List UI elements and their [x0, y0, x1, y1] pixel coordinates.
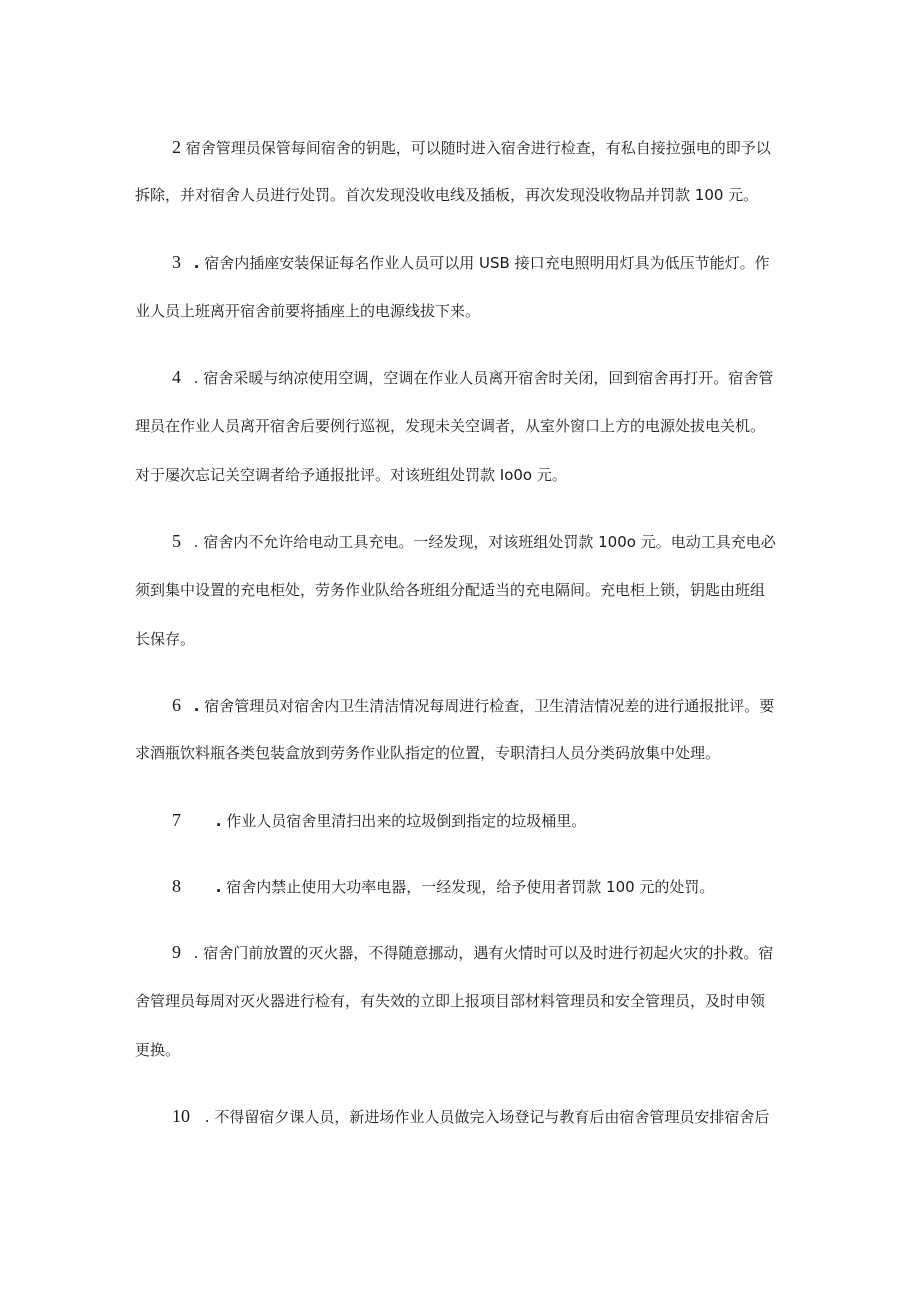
rule-text: 宿舍门前放置的灭火器，不得随意挪动，遇有火情时可以及时进行初起火灾的扑救。宿 — [203, 944, 774, 962]
rule-separator: . — [215, 878, 222, 896]
rule-number: 8 — [172, 876, 181, 896]
rule-number: 5 — [172, 531, 181, 551]
rule-text: 宿舍管理员对宿舍内卫生清洁情况每周进行检查，卫生清洁情况差的进行通报批评。要 — [204, 697, 775, 715]
rule-text: 宿舍内插座安装保证每名作业人员可以用 USB 接口充电照明用灯具为低压节能灯。作 — [204, 254, 770, 272]
rule-text: 宿舍内不允许给电动工具充电。一经发现，对该班组处罚款 100o 元。电动工具充电必 — [203, 533, 776, 551]
rule-number: 4 — [172, 367, 181, 387]
rule-text: 作业人员宿舍里清扫出来的垃圾倒到指定的垃圾桶里。 — [226, 812, 587, 830]
rule-text: 长保存。 — [135, 630, 196, 648]
rule-text: 求酒瓶饮料瓶各类包装盒放到劳务作业队指定的位置，专职清扫人员分类码放集中处理。 — [135, 744, 721, 762]
rule-line — [135, 468, 567, 483]
rule-line — [172, 1107, 769, 1125]
rule-number: 6 — [172, 695, 181, 715]
rule-text: 拆除，并对宿舍人员进行处罚。首次发现没收电线及插板，再次发现没收物品并罚款 100 元。 — [135, 186, 759, 204]
rule-text: 舍管理员每周对灭火器进行检有，有失效的立即上报项目部材料管理员和安全管理员，及时申领 — [135, 992, 766, 1010]
rule-separator: . — [215, 812, 222, 830]
rule-line — [172, 696, 774, 714]
rule-separator: . — [193, 533, 199, 551]
rule-line — [172, 253, 770, 271]
rule-line — [135, 304, 480, 319]
rule-line — [135, 188, 758, 203]
rule-line — [172, 877, 714, 895]
rule-separator: . — [193, 369, 199, 387]
rule-line — [135, 994, 765, 1009]
rule-line — [172, 368, 773, 386]
rule-text: 理员在作业人员离开宿舍后要例行巡视，发现未关空调者，从室外窗口上方的电源处拔电关机。 — [135, 417, 766, 435]
rule-line — [172, 532, 776, 550]
rule-number: 2 — [172, 137, 181, 157]
rule-line — [135, 1043, 180, 1058]
rule-text: 宿舍内禁止使用大功率电器，一经发现，给予使用者罚款 100 元的处罚。 — [226, 878, 715, 896]
rule-text: 须到集中设置的充电柜处，劳务作业队给各班组分配适当的充电隔间。充电柜上锁，钥匙由班组 — [135, 581, 766, 599]
rule-text: 更换。 — [135, 1041, 181, 1059]
rule-number: 7 — [172, 810, 181, 830]
rule-separator: . — [204, 1108, 210, 1126]
rule-line — [135, 583, 765, 598]
rule-line — [135, 419, 765, 434]
rule-text: 业人员上班离开宿舍前要将插座上的电源线拔下来。 — [135, 302, 481, 320]
rule-separator: . — [193, 254, 200, 272]
rule-number: 3 — [172, 252, 181, 272]
rule-line — [172, 811, 586, 829]
rule-line — [135, 632, 195, 647]
rule-line — [172, 943, 773, 961]
rule-line — [135, 746, 720, 761]
rule-number: 10 — [172, 1106, 190, 1126]
rule-text: 对于屡次忘记关空调者给予通报批评。对该班组处罚款 Io0o 元。 — [135, 466, 567, 484]
rule-line — [172, 138, 771, 156]
rule-separator: . — [193, 697, 200, 715]
rule-separator: . — [193, 944, 199, 962]
rule-text: 不得留宿夕课人员，新进场作业人员做完入场登记与教育后由宿舍管理员安排宿舍后 — [214, 1108, 770, 1126]
rule-text: 宿舍采暖与纳凉使用空调，空调在作业人员离开宿舍时关闭，回到宿舍再打开。宿舍管 — [203, 369, 774, 387]
rule-number: 9 — [172, 942, 181, 962]
rule-text: 宿舍管理员保管每间宿舍的钥匙，可以随时进入宿舍进行检查，有私自接拉强电的即予以 — [185, 139, 771, 157]
